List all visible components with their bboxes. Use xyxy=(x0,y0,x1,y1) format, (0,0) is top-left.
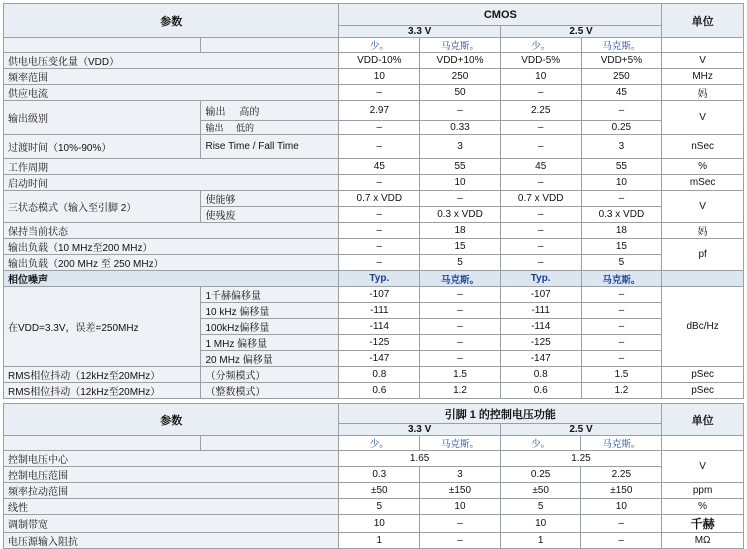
row-unit: pSec xyxy=(662,383,744,399)
row-min-25: 10 xyxy=(500,515,581,533)
row-min-33: VDD-10% xyxy=(339,53,420,69)
row-min-25: 2.25 xyxy=(500,101,581,121)
table-row xyxy=(4,287,744,303)
row-max-33: 1.5 xyxy=(420,367,501,383)
row-max-25: 1.5 xyxy=(581,367,662,383)
minmax-min-33-2: 少。 xyxy=(339,436,420,451)
row-unit: ppm xyxy=(662,483,744,499)
row-min-25: 0.25 xyxy=(500,467,581,483)
row-unit: V xyxy=(662,101,744,135)
row-min-25: -147 xyxy=(500,351,581,367)
row-label-blank xyxy=(4,38,201,53)
minmax-max-33-2: 马克斯。 xyxy=(420,436,501,451)
row-max-25: 18 xyxy=(581,223,662,239)
row-max-25: – xyxy=(581,191,662,207)
row-max-25: 0.3 x VDD xyxy=(581,207,662,223)
row-sublabel: 20 MHz 偏移量 xyxy=(201,351,339,367)
row-max-33: – xyxy=(420,515,501,533)
row-min-33: -114 xyxy=(339,319,420,335)
row-max-33: 250 xyxy=(420,69,501,85)
table-row xyxy=(4,239,744,255)
table-row xyxy=(4,451,744,467)
row-label: 工作周期 xyxy=(4,159,339,175)
row-label: 调制带宽 xyxy=(4,515,339,533)
row-max-25: 10 xyxy=(581,175,662,191)
row-max-33: – xyxy=(420,287,501,303)
row-unit: mSec xyxy=(662,175,744,191)
row-max-33: – xyxy=(420,351,501,367)
row-label: 启动时间 xyxy=(4,175,339,191)
row-min-33: 2.97 xyxy=(339,101,420,121)
row-label: 过渡时间（10%-90%） xyxy=(4,135,201,159)
row-unit: 妈 xyxy=(662,85,744,101)
row-value-33: 1.65 xyxy=(339,451,500,467)
row-sub-blank-2 xyxy=(201,436,339,451)
row-min-25: – xyxy=(500,223,581,239)
row-sublabel: （整数模式） xyxy=(201,383,339,399)
row-sublabel: 使能够 xyxy=(201,191,339,207)
row-max-25: – xyxy=(581,351,662,367)
phase-noise-band xyxy=(4,271,744,287)
row-min-33: 1 xyxy=(339,533,420,549)
row-max-33: 3 xyxy=(420,467,501,483)
row-max-33: ±150 xyxy=(420,483,501,499)
row-max-33: – xyxy=(420,335,501,351)
phase-noise-typ-25: Typ. xyxy=(500,271,581,287)
header-param: 参数 xyxy=(4,4,339,38)
row-max-33: 10 xyxy=(420,499,501,515)
row-min-25: – xyxy=(500,207,581,223)
row-min-33: 0.6 xyxy=(339,383,420,399)
row-max-25: – xyxy=(581,515,662,533)
row-min-33: – xyxy=(339,175,420,191)
row-label: RMS相位抖动（12kHz至20MHz） xyxy=(4,383,201,399)
header-33v: 3.3 V xyxy=(339,26,500,38)
row-unit: nSec xyxy=(662,135,744,159)
table-row xyxy=(4,533,744,549)
row-min-33: -107 xyxy=(339,287,420,303)
row-max-33: 3 xyxy=(420,135,501,159)
row-sublabel: 1 MHz 偏移量 xyxy=(201,335,339,351)
row-max-33: 15 xyxy=(420,239,501,255)
row-max-25: 2.25 xyxy=(581,467,662,483)
row-min-25: -114 xyxy=(500,319,581,335)
row-min-33: – xyxy=(339,135,420,159)
header-unit: 单位 xyxy=(662,4,744,38)
table-row xyxy=(4,159,744,175)
unit-blank-2 xyxy=(662,436,744,451)
header-cmos: CMOS xyxy=(339,4,662,26)
row-max-33: 1.2 xyxy=(420,383,501,399)
row-max-33: 10 xyxy=(420,175,501,191)
row-min-33: – xyxy=(339,85,420,101)
row-min-33: – xyxy=(339,239,420,255)
table-row xyxy=(4,223,744,239)
row-unit: 妈 xyxy=(662,223,744,239)
row-min-33: ±50 xyxy=(339,483,420,499)
row-sub-out: 输出 xyxy=(205,107,226,118)
header-control-voltage-title: 引脚 1 的控制电压功能 xyxy=(339,404,662,424)
row-unit: pSec xyxy=(662,367,744,383)
phase-noise-max-33: 马克斯。 xyxy=(420,271,501,287)
row-sublabel: （分频模式） xyxy=(201,367,339,383)
table-row xyxy=(4,499,744,515)
row-unit: dBc/Hz xyxy=(662,287,744,367)
row-min-25: 10 xyxy=(500,69,581,85)
header-unit-2: 单位 xyxy=(662,404,744,436)
row-max-25: 55 xyxy=(581,159,662,175)
row-min-25: ±50 xyxy=(500,483,581,499)
row-min-25: 5 xyxy=(500,499,581,515)
row-label: 输出级别 xyxy=(4,101,201,135)
row-max-25: 250 xyxy=(581,69,662,85)
row-unit: % xyxy=(662,499,744,515)
table-row xyxy=(4,85,744,101)
row-label: 输出负载（200 MHz 至 250 MHz） xyxy=(4,255,339,271)
header-33v-2: 3.3 V xyxy=(339,424,500,436)
row-label-blank-2 xyxy=(4,436,201,451)
spec-table-cmos xyxy=(3,3,744,399)
row-sub-blank xyxy=(201,38,339,53)
row-sublabel: 100kHz偏移量 xyxy=(201,319,339,335)
row-max-25: 15 xyxy=(581,239,662,255)
row-unit: V xyxy=(662,451,744,483)
minmax-min-25-2: 少。 xyxy=(500,436,581,451)
row-label: 三状态模式（输入至引脚 2） xyxy=(4,191,201,223)
row-max-25: 45 xyxy=(581,85,662,101)
row-max-33: 55 xyxy=(420,159,501,175)
row-min-33: – xyxy=(339,255,420,271)
row-unit: MΩ xyxy=(662,533,744,549)
table-row xyxy=(4,515,744,533)
row-unit: MHz xyxy=(662,69,744,85)
row-min-25: 0.8 xyxy=(500,367,581,383)
row-max-33: – xyxy=(420,303,501,319)
row-min-25: – xyxy=(500,175,581,191)
minmax-max-33: 马克斯。 xyxy=(420,38,501,53)
row-sublabel: 使残废 xyxy=(201,207,339,223)
row-min-33: 0.3 xyxy=(339,467,420,483)
row-min-33: – xyxy=(339,207,420,223)
row-label: 在VDD=3.3V，误差=250MHz xyxy=(4,287,201,367)
row-min-25: -107 xyxy=(500,287,581,303)
row-unit: 千赫 xyxy=(662,515,744,533)
row-min-33: -125 xyxy=(339,335,420,351)
row-min-25: – xyxy=(500,239,581,255)
row-max-25: 10 xyxy=(581,499,662,515)
row-max-33: 50 xyxy=(420,85,501,101)
row-min-25: -111 xyxy=(500,303,581,319)
row-unit: V xyxy=(662,53,744,69)
row-min-25: 45 xyxy=(500,159,581,175)
row-max-25: – xyxy=(581,533,662,549)
row-min-33: 10 xyxy=(339,515,420,533)
row-max-25: – xyxy=(581,303,662,319)
phase-noise-label: 相位噪声 xyxy=(4,271,339,287)
row-unit: V xyxy=(662,191,744,223)
spec-table-control-voltage xyxy=(3,403,744,549)
table-row xyxy=(4,69,744,85)
row-min-25: – xyxy=(500,255,581,271)
row-label: 线性 xyxy=(4,499,339,515)
row-min-25: 1 xyxy=(500,533,581,549)
minmax-min-33: 少。 xyxy=(339,38,420,53)
row-sub-level: 高的 xyxy=(239,107,260,118)
row-max-33: 18 xyxy=(420,223,501,239)
row-label: 频率拉动范围 xyxy=(4,483,339,499)
row-min-33: 5 xyxy=(339,499,420,515)
row-max-25: VDD+5% xyxy=(581,53,662,69)
minmax-min-25: 少。 xyxy=(500,38,581,53)
row-label: 频率范围 xyxy=(4,69,339,85)
row-sublabel: 1千赫偏移量 xyxy=(201,287,339,303)
row-max-33: VDD+10% xyxy=(420,53,501,69)
row-min-25: VDD-5% xyxy=(500,53,581,69)
header-25v: 2.5 V xyxy=(500,26,661,38)
row-max-33: 0.3 x VDD xyxy=(420,207,501,223)
row-value-25: 1.25 xyxy=(500,451,661,467)
row-min-33: 0.8 xyxy=(339,367,420,383)
header-25v-2: 2.5 V xyxy=(500,424,661,436)
row-max-33: – xyxy=(420,191,501,207)
table-row xyxy=(4,467,744,483)
row-label: 控制电压范围 xyxy=(4,467,339,483)
row-max-25: – xyxy=(581,335,662,351)
row-max-33: – xyxy=(420,533,501,549)
row-min-25: -125 xyxy=(500,335,581,351)
row-max-25: – xyxy=(581,319,662,335)
row-min-33: – xyxy=(339,223,420,239)
row-min-33: – xyxy=(339,121,420,135)
row-max-33: 0.33 xyxy=(420,121,501,135)
row-max-25: 3 xyxy=(581,135,662,159)
row-min-33: 10 xyxy=(339,69,420,85)
row-min-25: – xyxy=(500,121,581,135)
row-label: 保持当前状态 xyxy=(4,223,339,239)
table-row xyxy=(4,101,744,121)
table-row xyxy=(4,383,744,399)
unit-blank xyxy=(662,38,744,53)
row-max-33: 5 xyxy=(420,255,501,271)
row-label: 供应电流 xyxy=(4,85,339,101)
row-max-33: – xyxy=(420,101,501,121)
minmax-max-25: 马克斯。 xyxy=(581,38,662,53)
table-row xyxy=(4,175,744,191)
row-min-33: -111 xyxy=(339,303,420,319)
table-row xyxy=(4,255,744,271)
row-max-25: ±150 xyxy=(581,483,662,499)
row-label: 控制电压中心 xyxy=(4,451,339,467)
row-max-25: – xyxy=(581,287,662,303)
minmax-max-25-2: 马克斯。 xyxy=(581,436,662,451)
row-max-25: 5 xyxy=(581,255,662,271)
datasheet-page xyxy=(0,3,747,548)
row-unit: pf xyxy=(662,239,744,271)
table-row xyxy=(4,367,744,383)
row-label: 输出负载（10 MHz至200 MHz） xyxy=(4,239,339,255)
row-min-25: 0.7 x VDD xyxy=(500,191,581,207)
header-param-2: 参数 xyxy=(4,404,339,436)
phase-noise-unit-blank xyxy=(662,271,744,287)
table-row xyxy=(4,191,744,207)
row-min-33: 45 xyxy=(339,159,420,175)
row-unit: % xyxy=(662,159,744,175)
row-max-25: – xyxy=(581,101,662,121)
row-sublabel: 10 kHz 偏移量 xyxy=(201,303,339,319)
table-row xyxy=(4,53,744,69)
row-min-25: – xyxy=(500,85,581,101)
phase-noise-max-25: 马克斯。 xyxy=(581,271,662,287)
row-min-33: 0.7 x VDD xyxy=(339,191,420,207)
row-sublabel: Rise Time / Fall Time xyxy=(201,135,339,159)
phase-noise-typ-33: Typ. xyxy=(339,271,420,287)
row-label: 供电电压变化量（VDD） xyxy=(4,53,339,69)
row-max-33: – xyxy=(420,319,501,335)
table-row xyxy=(4,135,744,159)
row-max-25: 0.25 xyxy=(581,121,662,135)
row-sub-out: 输出 xyxy=(205,123,224,133)
row-sub-level: 低的 xyxy=(236,123,255,133)
row-max-25: 1.2 xyxy=(581,383,662,399)
row-label: RMS相位抖动（12kHz至20MHz） xyxy=(4,367,201,383)
row-label: 电压源输入阻抗 xyxy=(4,533,339,549)
row-min-33: -147 xyxy=(339,351,420,367)
row-sublabel xyxy=(201,101,339,121)
table-row xyxy=(4,483,744,499)
row-min-25: 0.6 xyxy=(500,383,581,399)
row-min-25: – xyxy=(500,135,581,159)
row-sublabel xyxy=(201,121,339,135)
